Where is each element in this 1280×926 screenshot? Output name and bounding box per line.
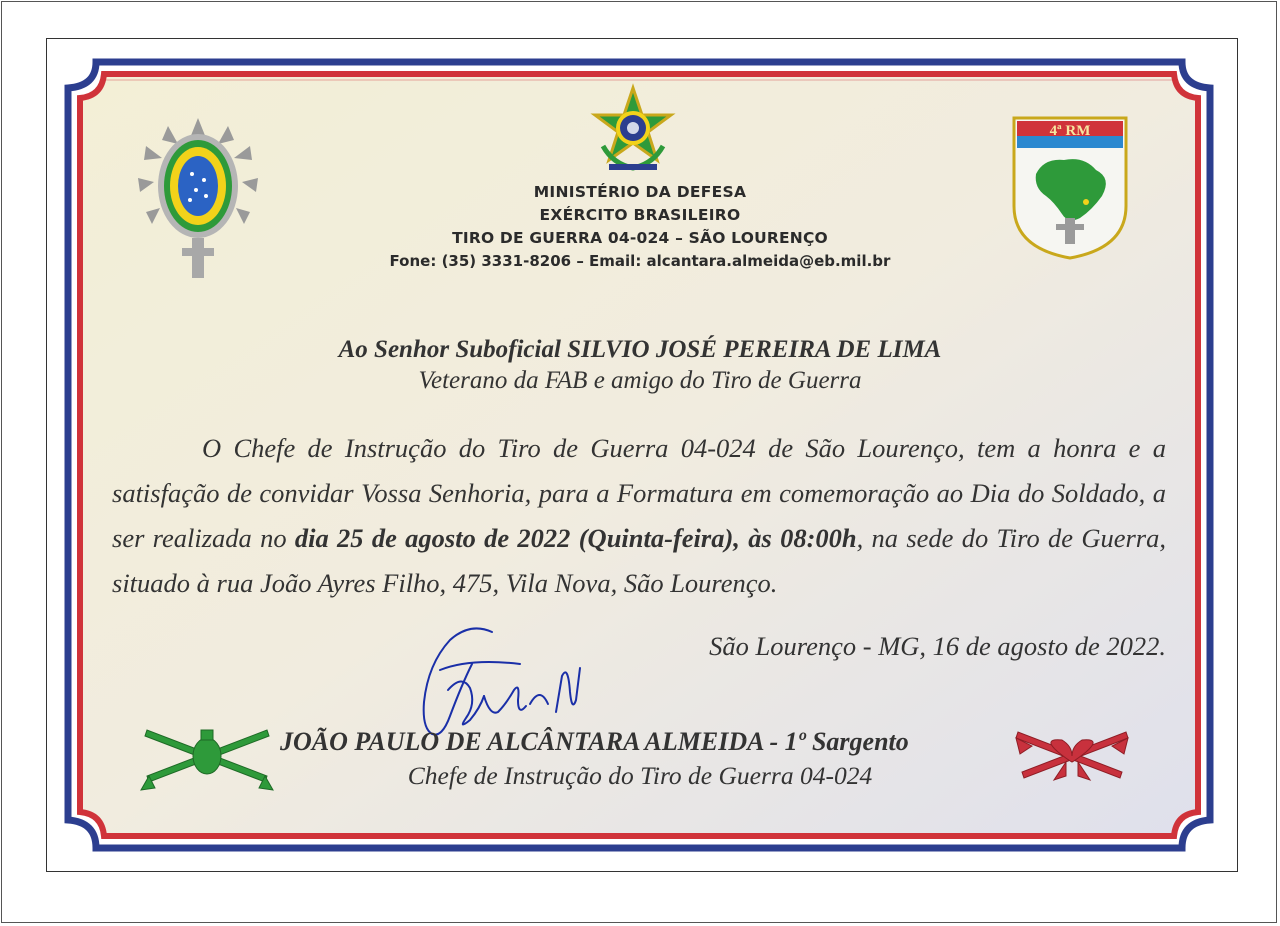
ministry-title: MINISTÉRIO DA DEFESA xyxy=(533,183,747,201)
contact-line: Fone: (35) 3331-8206 – Email: alcantara.almeida@eb.mil.br xyxy=(389,252,891,270)
body-part1: O Chefe de Instrução do Tiro de Guerra 04-024 de São Lourenço, tem a honra e a satisfação de convidar Vossa Senhoria, para a Formatura em comemoração ao Dia do Soldado, a ser realizada no xyxy=(112,433,1166,553)
signatory-name: JOÃO PAULO DE ALCÂNTARA ALMEIDA - 1º Sargento xyxy=(280,727,909,756)
army-title: EXÉRCITO BRASILEIRO xyxy=(539,206,741,224)
event-datetime: dia 25 de agosto de 2022 (Quinta-feira), às 08:00h xyxy=(294,523,857,553)
addressee-subtitle: Veterano da FAB e amigo do Tiro de Guerra xyxy=(418,367,862,394)
body-part2: , na sede do Tiro de Guerra, situado à rua João Ayres Filho, 475, Vila Nova, São Lourenço. xyxy=(112,523,1166,598)
signatory-role: Chefe de Instrução do Tiro de Guerra 04-024 xyxy=(407,761,873,790)
invitation-body xyxy=(112,426,1166,606)
region-badge-text: 4ª RM xyxy=(1049,123,1091,139)
addressee-line: Ao Senhor Suboficial SILVIO JOSÉ PEREIRA DE LIMA xyxy=(338,336,942,363)
place-date-line: São Lourenço - MG, 16 de agosto de 2022. xyxy=(709,631,1166,661)
unit-title: TIRO DE GUERRA 04-024 – SÃO LOURENÇO xyxy=(452,229,828,247)
